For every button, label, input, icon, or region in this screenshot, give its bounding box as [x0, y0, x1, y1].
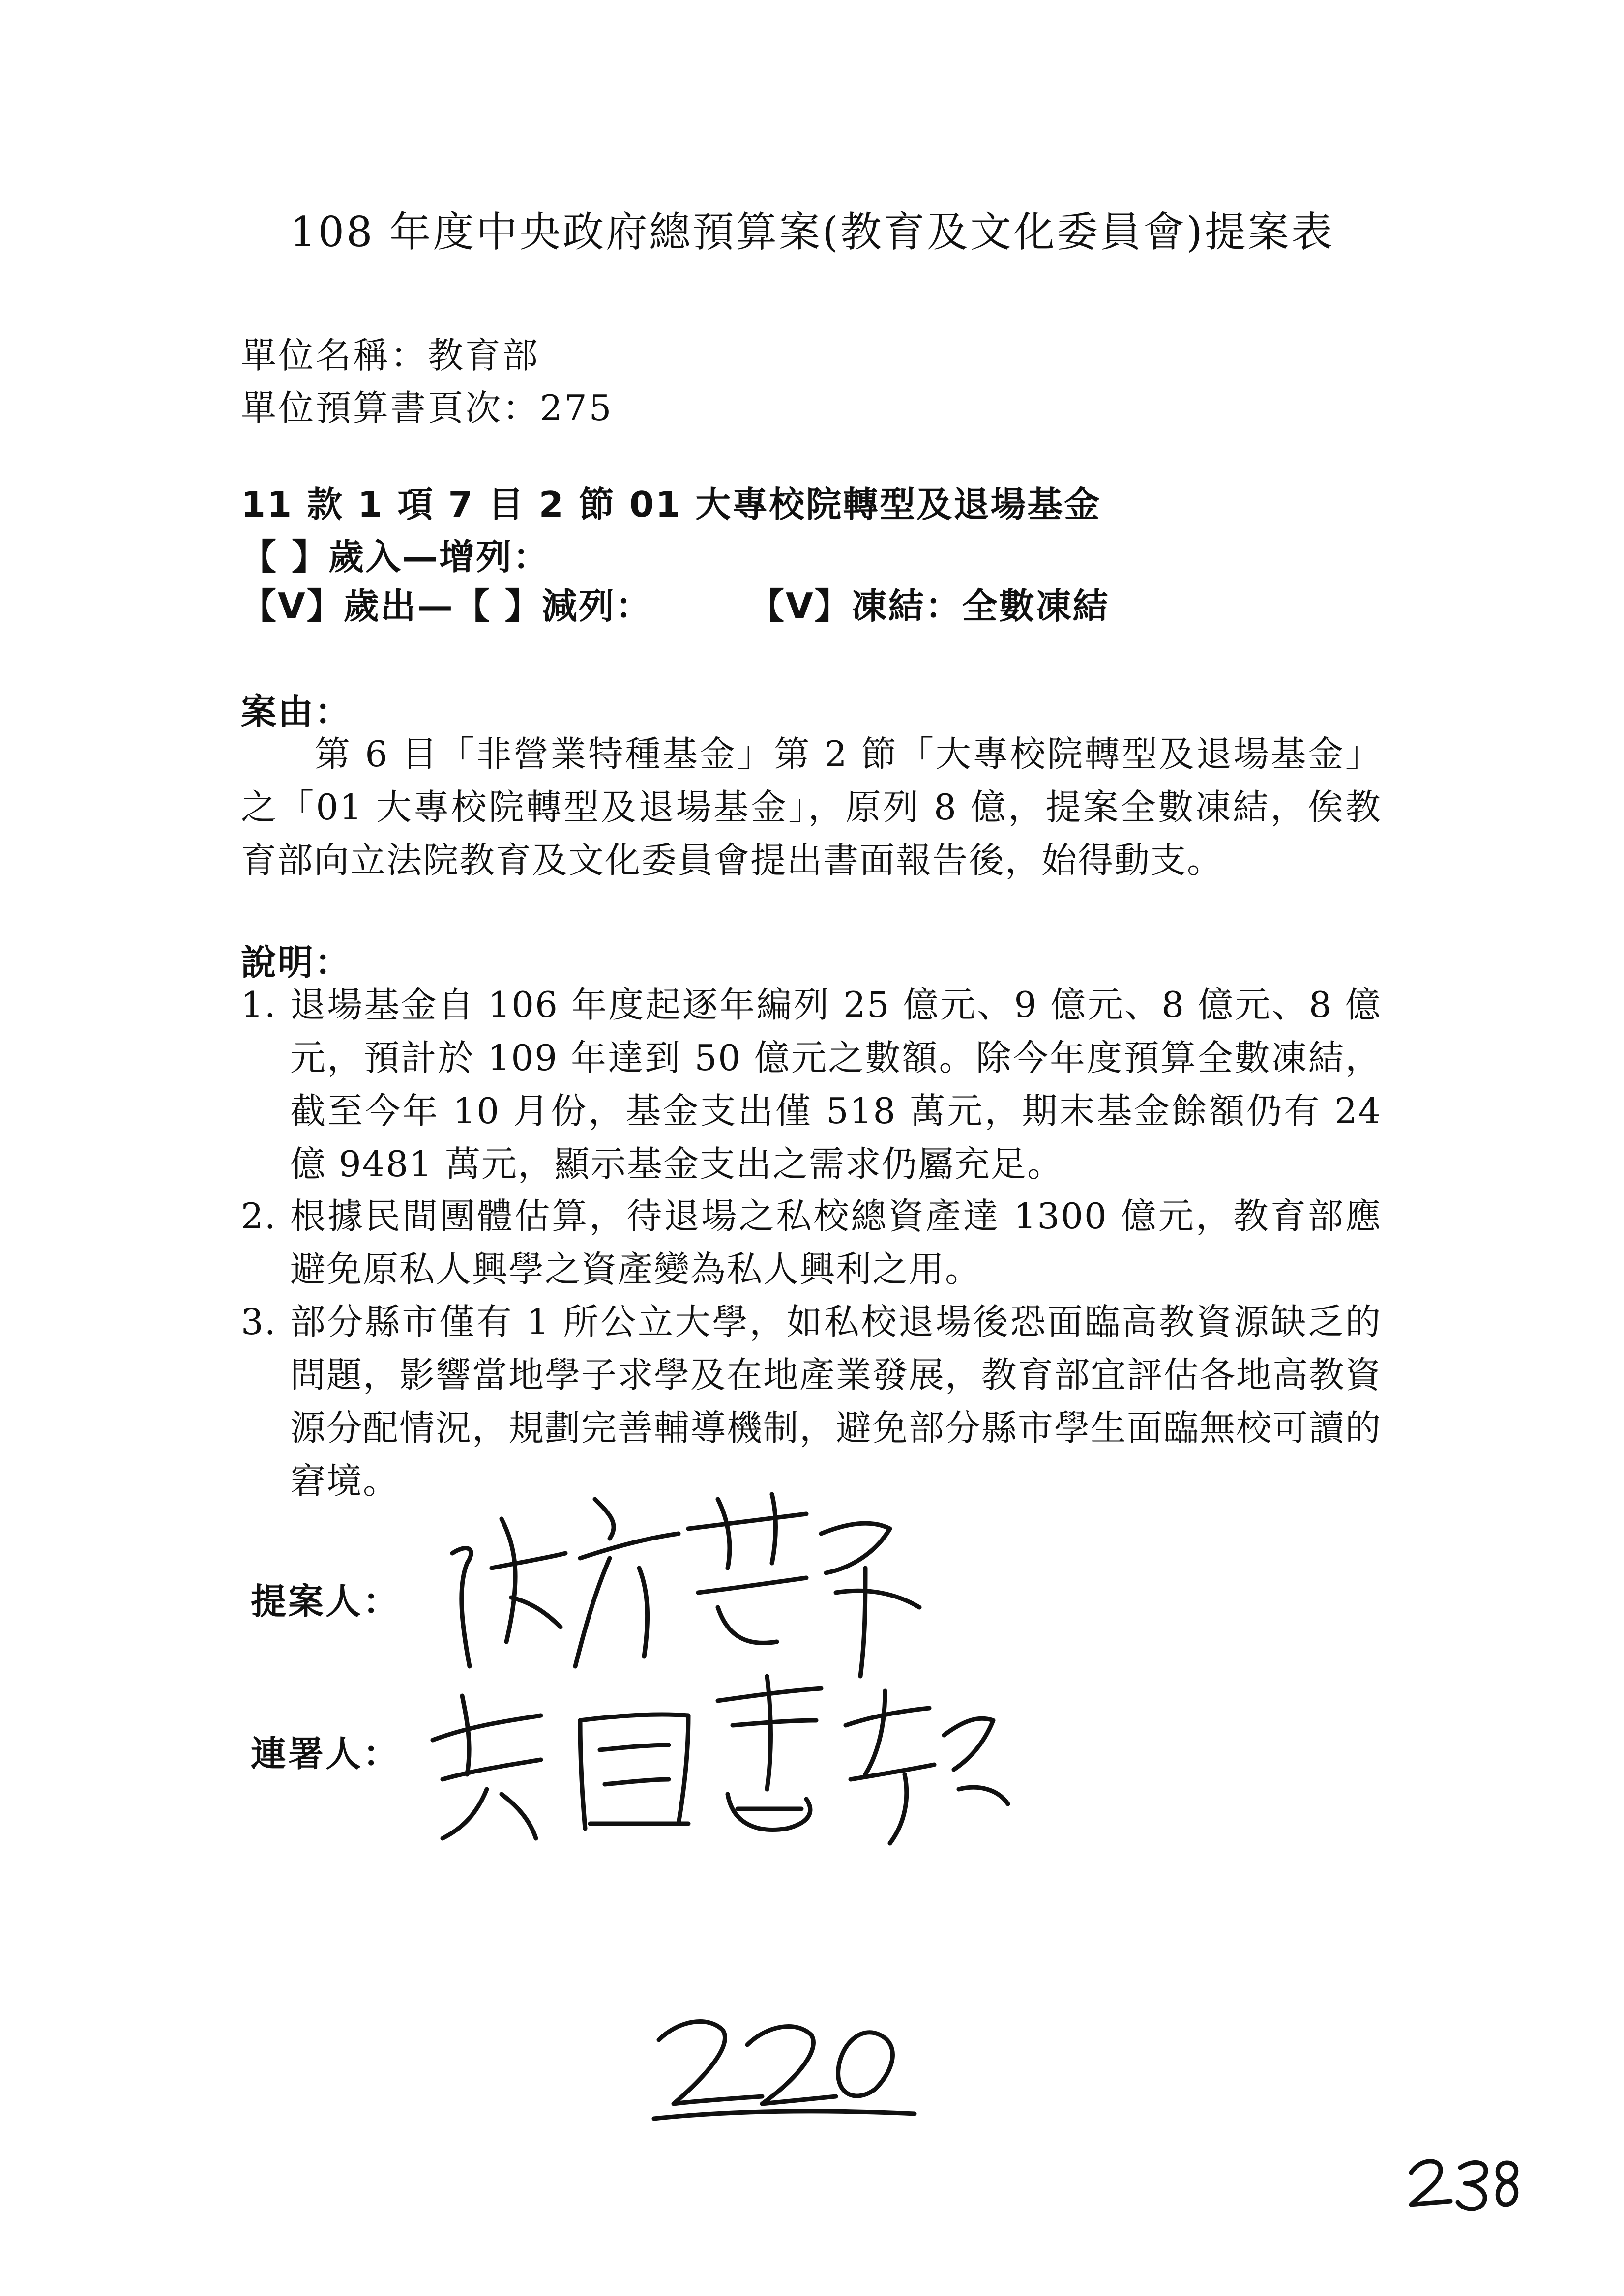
explanation-item-1: [241, 978, 1382, 1191]
unit-page-value: 275: [540, 387, 614, 429]
item-heading: 11 款 1 項 7 目 2 節 01 大專校院轉型及退場基金: [241, 484, 1101, 525]
freeze-line: 【V】凍結：全數凍結: [748, 585, 1110, 627]
explanation-item-2: [241, 1190, 1382, 1296]
explanation-text: 部分縣市僅有 1 所公立大學，如私校退場後恐面臨高教資源缺乏的問題，影響當地學子求學及在地產業發展，教育部宜評估各地高教資源分配情況，規劃完善輔導機制，避免部分縣市學生面臨無校可讀的窘境。: [290, 1301, 1382, 1502]
explanation-number: 3.: [241, 1301, 277, 1342]
expenditure-line: 【V】歲出—【 】減列：: [241, 585, 652, 627]
explanation-number: 2.: [241, 1195, 277, 1237]
document-title: 108 年度中央政府總預算案(教育及文化委員會)提案表: [290, 208, 1334, 256]
explanation-heading: 說明：: [241, 942, 352, 983]
expenditure-freeze-row: [241, 578, 1110, 629]
reason-text: 第 6 目「非營業特種基金」第 2 節「大專校院轉型及退場基金」之「01 大專校院轉型及退場基金」，原列 8 億，提案全數凍結，俟教育部向立法院教育及文化委員會提出書面報告後，始得動支。: [241, 733, 1382, 881]
corner-page-number: [1401, 2148, 1519, 2217]
cosigner-signature: [413, 1666, 1028, 1853]
proposer-label: 提案人：: [251, 1581, 401, 1622]
explanation-text: 根據民間團體估算，待退場之私校總資產達 1300 億元，教育部應避免原私人興學之資產變為私人興利之用。: [290, 1195, 1382, 1290]
explanation-text: 退場基金自 106 年度起逐年編列 25 億元、9 億元、8 億元、8 億元，預計於 109 年達到 50 億元之數額。除今年度預算全數凍結，截至今年 10 月份，基金支出僅 518 萬元，期末基金餘額仍有 24 億 9481 萬元，顯示基金支出之需求仍屬充足。: [290, 984, 1382, 1185]
handwritten-page-number: [649, 2005, 924, 2123]
unit-name-row: [241, 327, 540, 378]
revenue-line: 【 】歲入—增列：: [241, 536, 550, 578]
proposer-signature: [433, 1480, 974, 1696]
unit-page-label: 單位預算書頁次：: [241, 387, 540, 429]
unit-name-label: 單位名稱：: [241, 335, 428, 376]
unit-name-value: 教育部: [428, 335, 540, 376]
handwritten-number-text: 220: [649, 2005, 650, 2006]
unit-page-row: [241, 379, 613, 431]
corner-number-text: 238: [1401, 2148, 1402, 2149]
explanation-number: 1.: [241, 984, 277, 1025]
cosigner-label: 連署人：: [251, 1733, 401, 1774]
explanation-item-3: [241, 1295, 1382, 1508]
reason-heading: 案由：: [241, 691, 352, 732]
